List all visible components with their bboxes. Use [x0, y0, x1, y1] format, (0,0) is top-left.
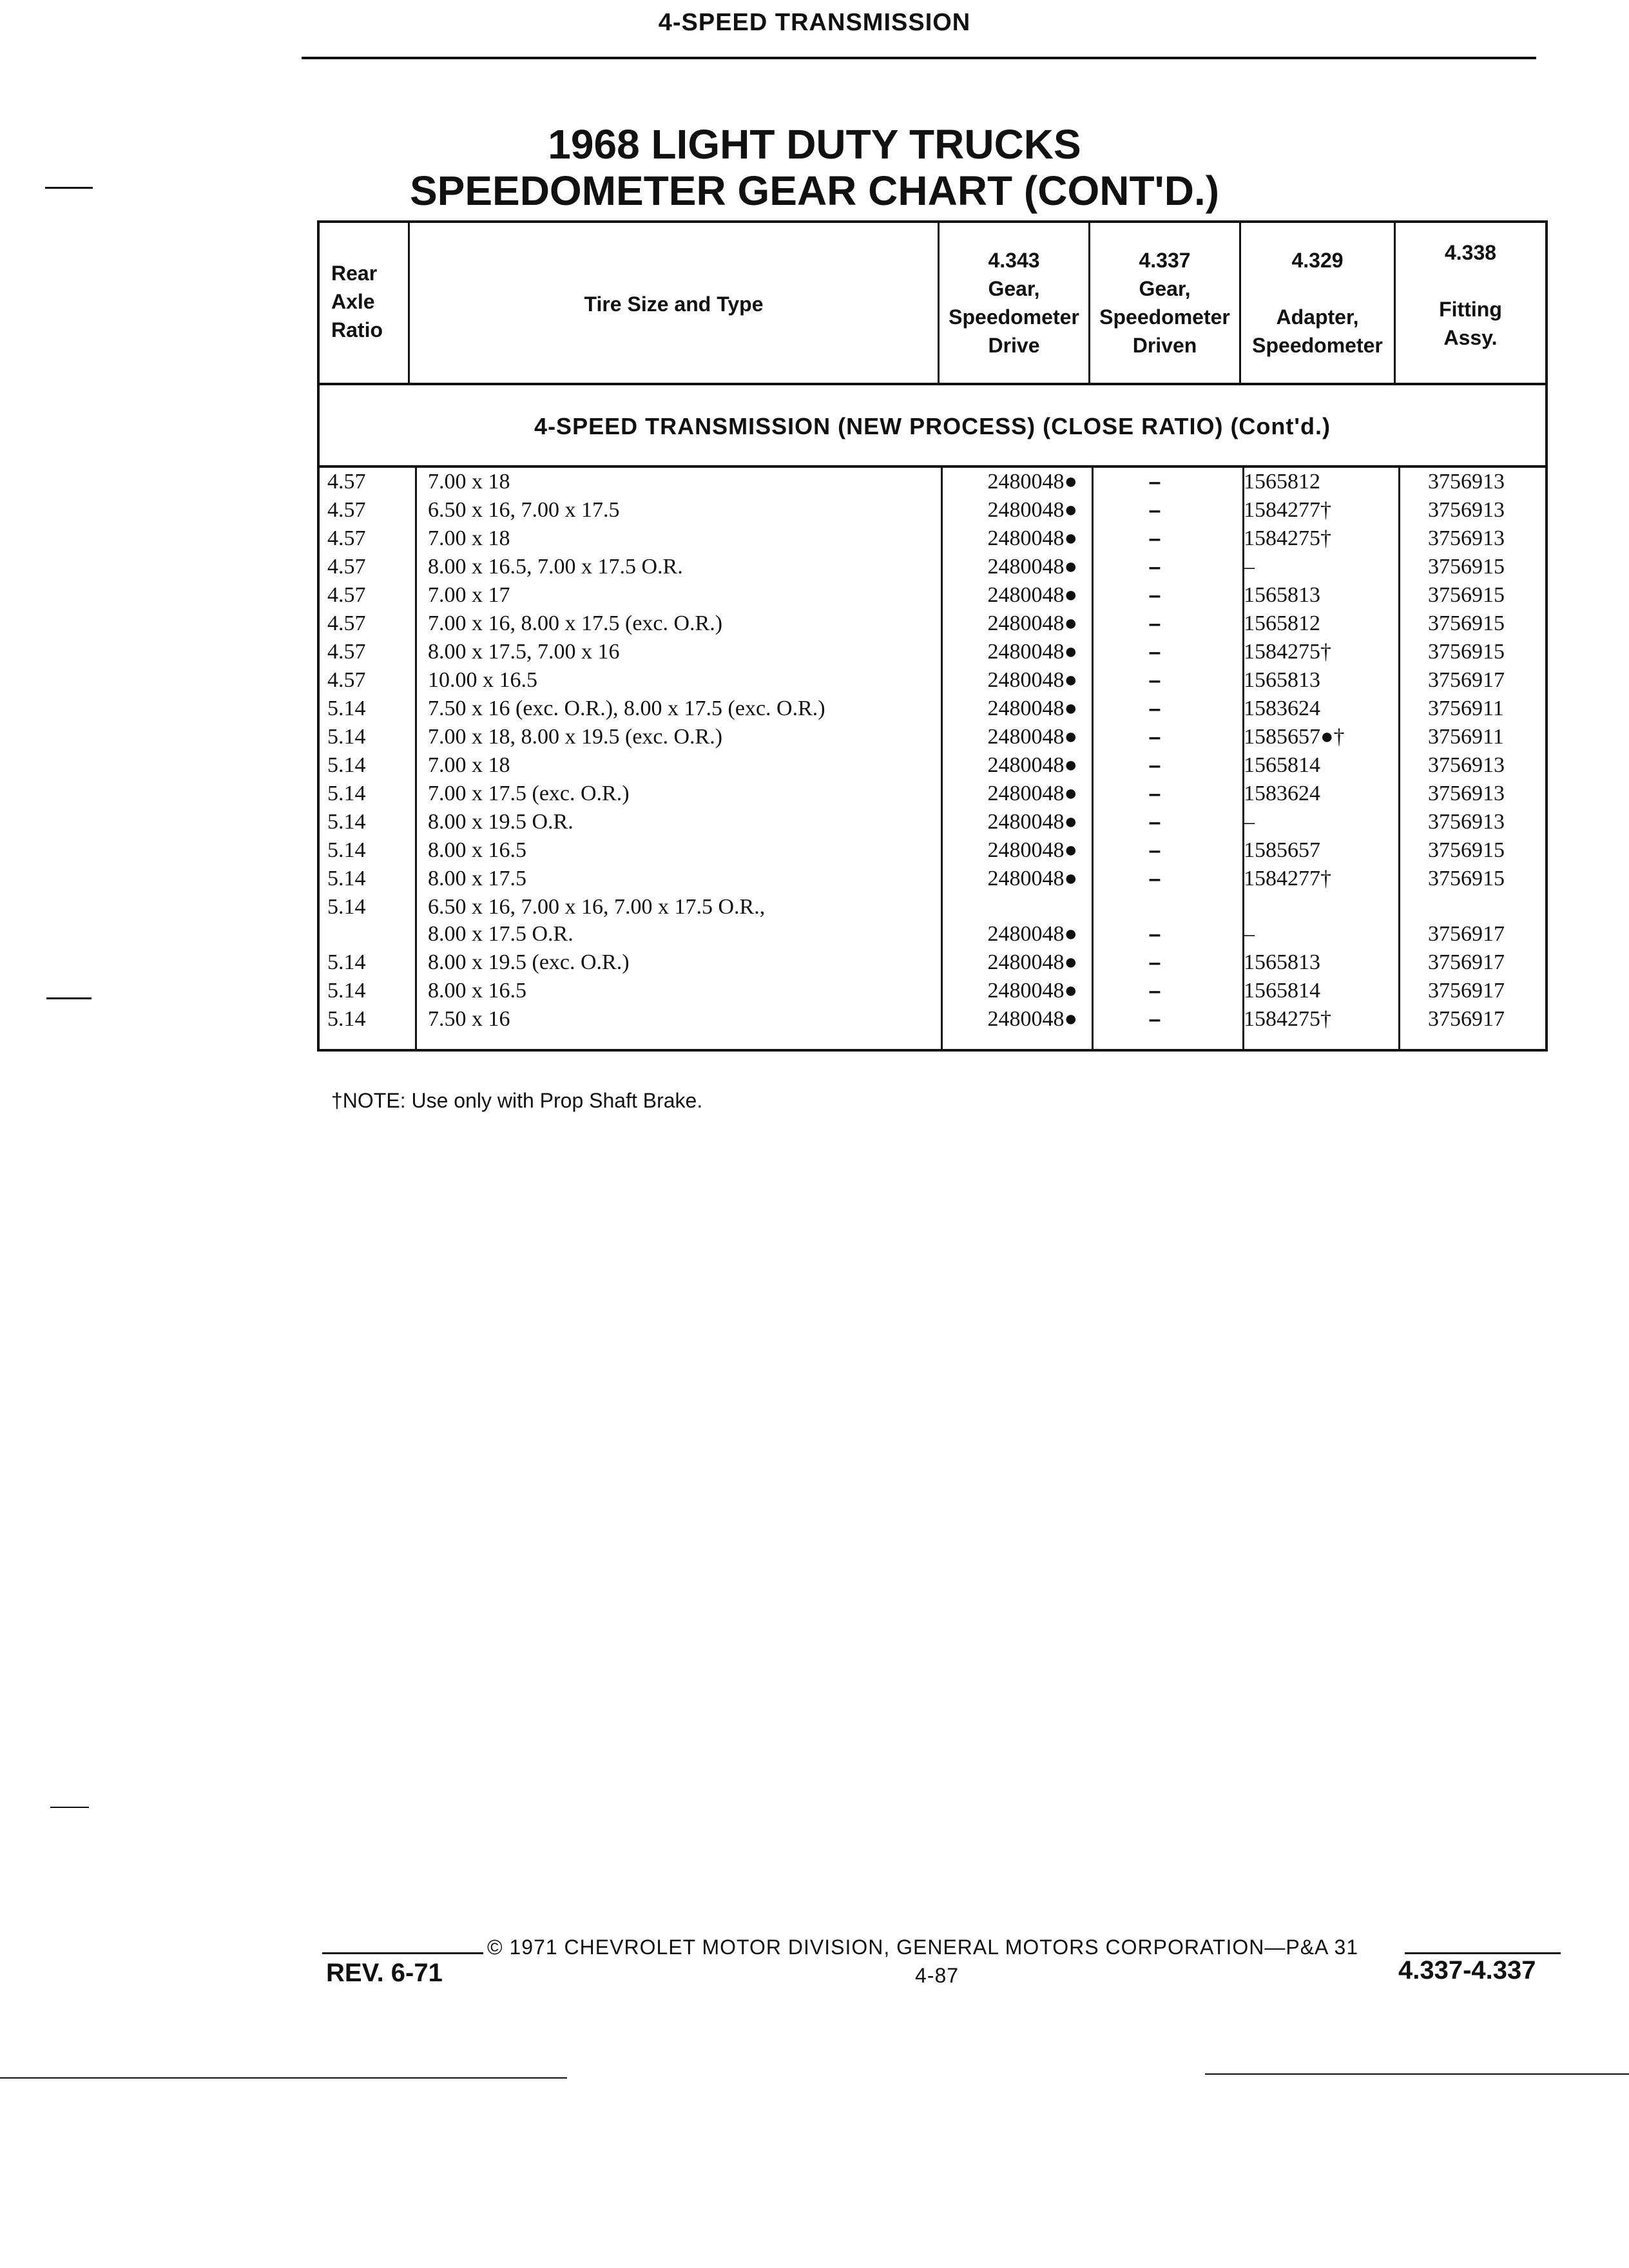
cell-fitting: 3756917 [1428, 1007, 1505, 1031]
header-text: Gear, [1139, 277, 1191, 300]
cell-tire: 8.00 x 16.5 [428, 838, 526, 862]
copyright-line: © 1971 CHEVROLET MOTOR DIVISION, GENERAL MOTORS CORPORATION—P&A 31 [487, 1936, 1359, 1959]
cell-adapter: 1565814 [1244, 753, 1320, 777]
cell-adapter: 1565813 [1244, 668, 1320, 692]
cell-fitting: 3756913 [1428, 470, 1505, 494]
cell-fitting: 3756913 [1428, 526, 1505, 550]
cell-adapter: 1565814 [1244, 979, 1320, 1003]
table-row [320, 581, 1545, 610]
cell-drive: 2480048● [987, 555, 1077, 579]
cell-drive: 2480048● [987, 640, 1077, 664]
table-row [320, 468, 1545, 496]
cell-drive: 2480048● [987, 867, 1077, 890]
footer-rule [1405, 1952, 1561, 1954]
margin-mark [45, 187, 93, 189]
table-row [320, 496, 1545, 524]
margin-mark [46, 997, 92, 999]
table-row [320, 780, 1545, 808]
cell-drive: 2480048● [987, 922, 1077, 946]
table-row [320, 1005, 1545, 1033]
cell-ratio: 5.14 [327, 838, 366, 862]
cell-driven: – [1148, 470, 1161, 494]
cell-tire: 8.00 x 16.5, 7.00 x 17.5 O.R. [428, 555, 683, 579]
cell-tire: 7.50 x 16 (exc. O.R.), 8.00 x 17.5 (exc. O.R.) [428, 697, 825, 720]
cell-driven: – [1148, 526, 1161, 551]
cell-ratio: 4.57 [327, 668, 366, 692]
cell-drive: 2480048● [987, 753, 1077, 777]
cell-ratio: 5.14 [327, 1007, 366, 1031]
cell-drive: 2480048● [987, 470, 1077, 494]
cell-fitting: 3756913 [1428, 498, 1505, 522]
cell-driven: – [1148, 753, 1161, 778]
cell-drive: 2480048● [987, 782, 1077, 805]
header-text: Tire Size and Type [584, 293, 764, 316]
cell-drive: 2480048● [987, 1007, 1077, 1031]
cell-adapter: – [1244, 922, 1255, 946]
section-code: 4.337-4.337 [1398, 1956, 1536, 1984]
cell-fitting: 3756915 [1428, 611, 1505, 635]
bottom-rule [0, 2077, 567, 2079]
header-text: 4.329 [1291, 249, 1344, 272]
cell-tire: 7.00 x 16, 8.00 x 17.5 (exc. O.R.) [428, 611, 723, 635]
cell-adapter: 1585657●† [1244, 725, 1345, 749]
table-row [320, 723, 1545, 751]
column-header-tire [410, 223, 940, 383]
cell-ratio: 4.57 [327, 470, 366, 494]
cell-adapter: 1565813 [1244, 583, 1320, 607]
page-number: 4-87 [915, 1964, 959, 1987]
cell-ratio: 4.57 [327, 555, 366, 579]
header-text: Speedometer [1252, 334, 1383, 357]
cell-tire: 7.00 x 17 [428, 583, 510, 607]
cell-adapter: – [1244, 810, 1255, 834]
cell-ratio: 4.57 [327, 498, 366, 522]
header-text: Speedometer [949, 305, 1079, 329]
cell-ratio: 5.14 [327, 782, 366, 805]
cell-fitting: 3756915 [1428, 867, 1505, 890]
cell-tire: 7.00 x 18 [428, 526, 510, 550]
cell-fitting: 3756911 [1428, 697, 1504, 720]
header-rule [302, 57, 1536, 59]
cell-ratio: 4.57 [327, 526, 366, 550]
table-row [320, 948, 1545, 977]
cell-tire: 7.00 x 17.5 (exc. O.R.) [428, 782, 630, 805]
cell-tire: 7.00 x 18 [428, 470, 510, 494]
table-row [320, 553, 1545, 581]
cell-driven: – [1148, 979, 1161, 1003]
header-text: Axle [331, 290, 375, 313]
cell-driven: – [1148, 668, 1161, 693]
column-header-adapter [1241, 223, 1396, 383]
table-row [320, 610, 1545, 638]
cell-tire: 10.00 x 16.5 [428, 668, 537, 692]
header-text: 4.338 [1444, 241, 1497, 264]
cell-drive: 2480048● [987, 697, 1077, 720]
cell-driven: – [1148, 782, 1161, 806]
cell-fitting: 3756915 [1428, 640, 1505, 664]
table-row [320, 751, 1545, 780]
cell-drive: 2480048● [987, 725, 1077, 749]
cell-drive: 2480048● [987, 838, 1077, 862]
page-header: 4-SPEED TRANSMISSION [658, 9, 971, 36]
cell-tire: 8.00 x 16.5 [428, 979, 526, 1003]
cell-driven: – [1148, 697, 1161, 721]
header-text: Adapter, [1276, 305, 1359, 329]
table-body [320, 468, 1545, 1049]
cell-tire: 7.00 x 18, 8.00 x 19.5 (exc. O.R.) [428, 725, 723, 749]
table-row [320, 808, 1545, 836]
cell-driven: – [1148, 640, 1161, 664]
table-row [320, 920, 1545, 948]
cell-fitting: 3756913 [1428, 810, 1505, 834]
column-header-fitting [1396, 223, 1545, 383]
cell-tire: 7.00 x 18 [428, 753, 510, 777]
cell-ratio: 5.14 [327, 950, 366, 974]
cell-adapter: 1584275† [1244, 1007, 1331, 1031]
cell-ratio: 4.57 [327, 640, 366, 664]
header-text: 4.337 [1139, 249, 1191, 272]
header-text: Drive [988, 334, 1040, 357]
cell-adapter: 1583624 [1244, 697, 1320, 720]
table-row [320, 893, 1545, 921]
cell-driven: – [1148, 611, 1161, 636]
cell-ratio: 5.14 [327, 725, 366, 749]
cell-drive: 2480048● [987, 611, 1077, 635]
cell-tire: 8.00 x 17.5 O.R. [428, 922, 574, 946]
table-row [320, 977, 1545, 1005]
cell-fitting: 3756915 [1428, 838, 1505, 862]
cell-drive: 2480048● [987, 950, 1077, 974]
cell-tire: 8.00 x 19.5 (exc. O.R.) [428, 950, 630, 974]
cell-fitting: 3756913 [1428, 753, 1505, 777]
cell-tire: 8.00 x 19.5 O.R. [428, 810, 574, 834]
cell-adapter: 1584277† [1244, 498, 1331, 522]
cell-fitting: 3756917 [1428, 979, 1505, 1003]
column-header-ratio [320, 223, 410, 383]
table-row [320, 666, 1545, 695]
cell-adapter: 1584275† [1244, 526, 1331, 550]
cell-drive: 2480048● [987, 526, 1077, 550]
cell-ratio: 5.14 [327, 753, 366, 777]
cell-fitting: 3756913 [1428, 782, 1505, 805]
header-text: Ratio [331, 318, 383, 341]
column-header-drive [940, 223, 1090, 383]
cell-driven: – [1148, 950, 1161, 975]
header-text: Assy. [1443, 326, 1498, 349]
cell-fitting: 3756917 [1428, 950, 1505, 974]
cell-driven: – [1148, 838, 1161, 863]
cell-drive: 2480048● [987, 498, 1077, 522]
cell-ratio: 5.14 [327, 697, 366, 720]
cell-ratio: 5.14 [327, 810, 366, 834]
cell-adapter: 1583624 [1244, 782, 1320, 805]
revision-label: REV. 6-71 [326, 1959, 443, 1987]
cell-driven: – [1148, 555, 1161, 579]
cell-driven: – [1148, 498, 1161, 523]
column-header-driven [1090, 223, 1241, 383]
table-row [320, 865, 1545, 893]
cell-tire: 8.00 x 17.5 [428, 867, 526, 890]
section-heading: 4-SPEED TRANSMISSION (NEW PROCESS) (CLOSE RATIO) (Cont'd.) [320, 385, 1545, 468]
header-text: Driven [1132, 334, 1197, 357]
cell-drive: 2480048● [987, 668, 1077, 692]
cell-adapter: 1584277† [1244, 867, 1331, 890]
bottom-rule [1205, 2073, 1629, 2075]
footnote: †NOTE: Use only with Prop Shaft Brake. [331, 1089, 703, 1112]
cell-drive: 2480048● [987, 979, 1077, 1003]
cell-adapter: 1565812 [1244, 470, 1320, 494]
cell-ratio: 4.57 [327, 611, 366, 635]
cell-tire: 7.50 x 16 [428, 1007, 510, 1031]
table-row [320, 638, 1545, 666]
cell-ratio: 4.57 [327, 583, 366, 607]
header-text: Fitting [1439, 298, 1502, 321]
cell-tire: 8.00 x 17.5, 7.00 x 16 [428, 640, 620, 664]
cell-tire: 6.50 x 16, 7.00 x 16, 7.00 x 17.5 O.R., [428, 895, 766, 919]
header-text: Gear, [988, 277, 1040, 300]
header-text: 4.343 [988, 249, 1040, 272]
cell-ratio: 5.14 [327, 895, 366, 919]
cell-drive: 2480048● [987, 583, 1077, 607]
table-header-row [320, 223, 1545, 385]
cell-tire: 6.50 x 16, 7.00 x 17.5 [428, 498, 620, 522]
header-text: Rear [331, 262, 378, 285]
cell-ratio: 5.14 [327, 867, 366, 890]
table-row [320, 524, 1545, 553]
cell-fitting: 3756915 [1428, 583, 1505, 607]
cell-driven: – [1148, 583, 1161, 608]
cell-driven: – [1148, 1007, 1161, 1032]
cell-fitting: 3756915 [1428, 555, 1505, 579]
cell-ratio: 5.14 [327, 979, 366, 1003]
cell-driven: – [1148, 725, 1161, 749]
cell-driven: – [1148, 810, 1161, 834]
table-row [320, 695, 1545, 723]
cell-adapter: 1565812 [1244, 611, 1320, 635]
page-title-line-2: SPEEDOMETER GEAR CHART (CONT'D.) [409, 168, 1220, 214]
cell-driven: – [1148, 922, 1161, 947]
cell-fitting: 3756917 [1428, 922, 1505, 946]
cell-drive: 2480048● [987, 810, 1077, 834]
cell-driven: – [1148, 867, 1161, 891]
cell-adapter: 1565813 [1244, 950, 1320, 974]
cell-adapter: – [1244, 555, 1255, 579]
page-title-line-1: 1968 LIGHT DUTY TRUCKS [548, 121, 1081, 168]
cell-fitting: 3756911 [1428, 725, 1504, 749]
cell-adapter: 1584275† [1244, 640, 1331, 664]
cell-fitting: 3756917 [1428, 668, 1505, 692]
table-row [320, 836, 1545, 865]
header-text: Speedometer [1099, 305, 1230, 329]
cell-adapter: 1585657 [1244, 838, 1320, 862]
margin-mark [50, 1807, 89, 1808]
footer-rule [322, 1952, 483, 1954]
speedometer-gear-table [317, 220, 1548, 1052]
